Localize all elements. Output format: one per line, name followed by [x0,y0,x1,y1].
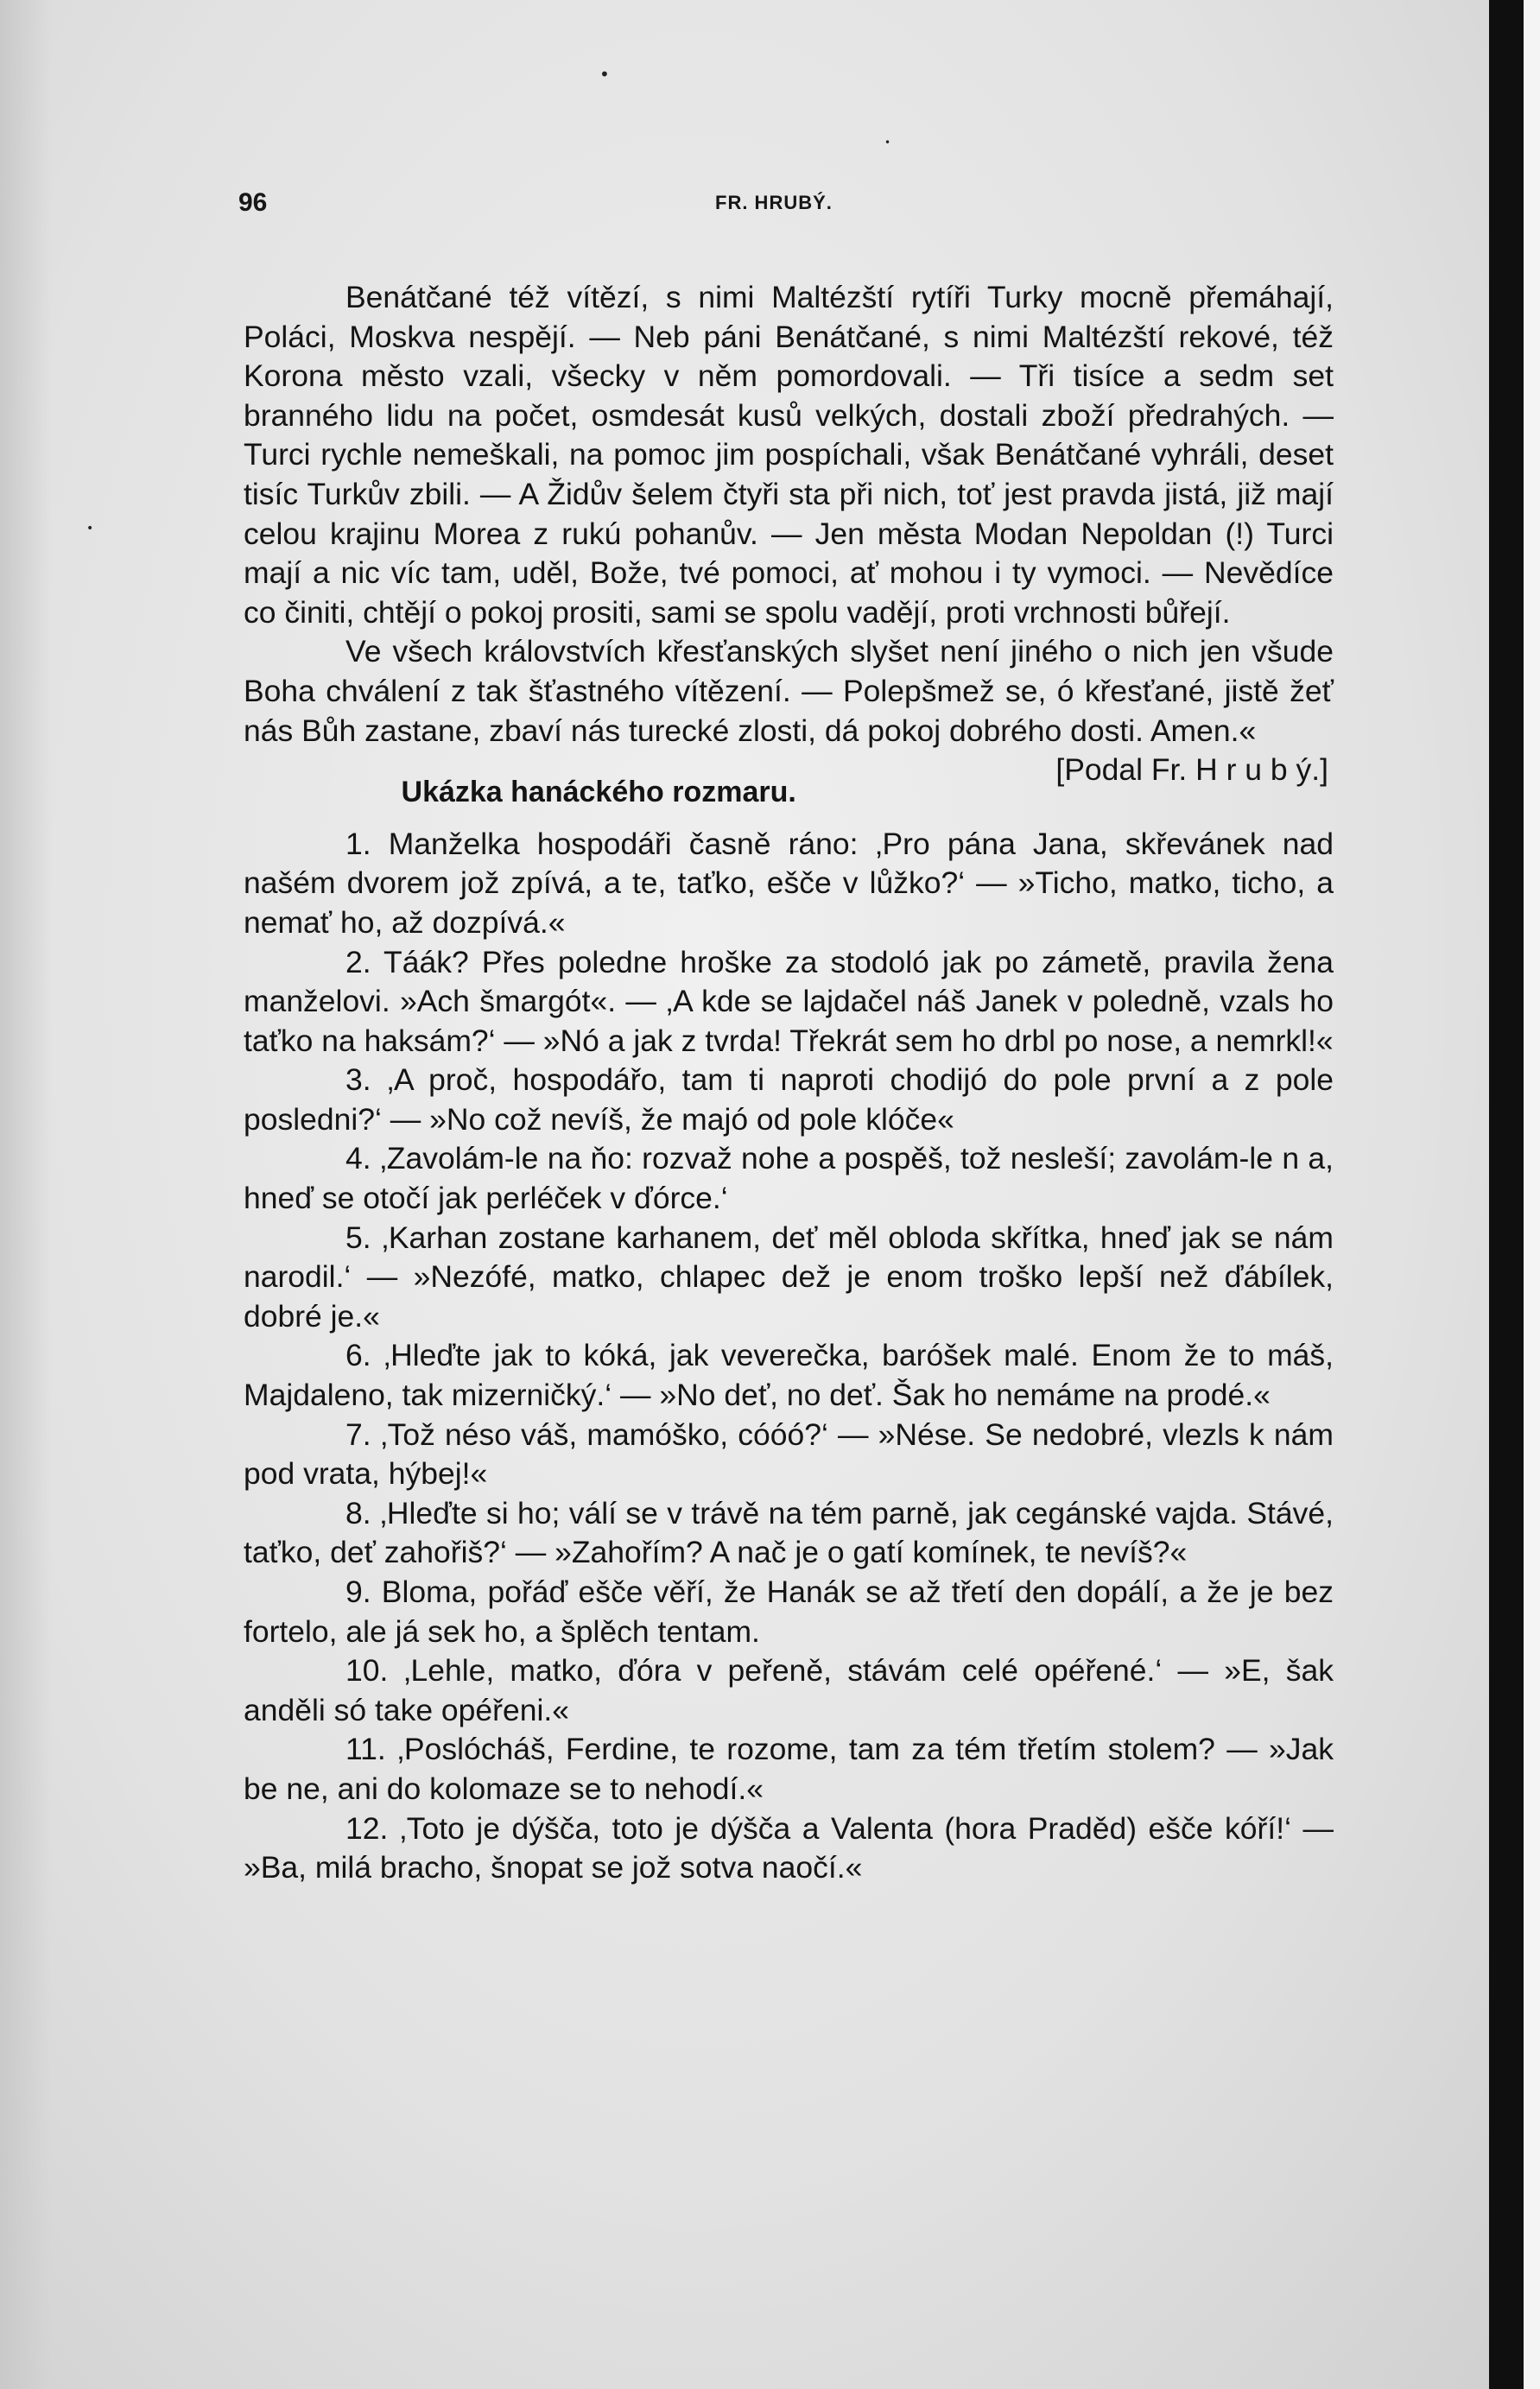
scan-edge-shadow [1489,0,1524,2389]
page-body [244,278,1334,1888]
list-item: 11. ‚Poslócháš, Ferdine, te rozome, tam za tém třetím stolem? — »Jak be ne, ani do kolomaze se to nehodí.« [244,1732,1334,1806]
page-number: 96 [238,188,268,217]
list-item: 1. Manželka hospodáři časně ráno: ‚Pro pána Jana, skřevánek nad našém dvorem jož zpívá, a te, taťko, ešče v lůžko?‘ — »Ticho, matko, ticho, a nemať ho, až dozpívá.« [244,826,1334,940]
page-header [238,188,1335,223]
list-item: 4. ‚Zavolám-le na ňo: rozvaž nohe a pospěš, tož nesleší; zavolám-le n a, hneď se otočí jak perléček v ďórce.‘ [244,1141,1334,1216]
paragraph-2 [244,632,1334,788]
ink-speck: • [884,136,891,149]
list-item: 10. ‚Lehle, matko, ďóra v peřeně, stávám celé opéřené.‘ — »E, šak anděli só take opéřeni.« [244,1653,1334,1727]
signature: [Podal Fr. H r u b ý.] [1055,752,1328,788]
section-title: Ukázka hanáckého rozmaru. [401,776,796,809]
ink-speck: • [86,522,94,535]
running-head: FR. HRUBÝ. [715,192,833,213]
list-item: 2. Táák? Přes poledne hroške za stodoló jak po zámetě, pravila žena manželovi. »Ach šmargót«. — ‚A kde se lajdačel náš Janek v poledně, vzals ho taťko na haksám?‘ — »Nó a jak z tvrda! Třekrát sem ho drbl po nose, a nemrkl!« [244,944,1334,1058]
list-item: 8. ‚Hleďte si ho; válí se v trávě na tém parně, jak cegánské vajda. Stávé, taťko, deť zahořiš?‘ — »Zahořím? A nač je o gatí komínek, te nevíš?« [244,1495,1334,1570]
paragraph-1: Benátčané též vítězí, s nimi Maltézští rytíři Turky mocně přemáhají, Poláci, Moskva nespějí. — Neb páni Benátčané, s nimi Maltézští rekové, též Korona město vzali, všecky v něm pomordovali. — Tři tisíce a sedm set branného lidu na počet, osmdesát kusů velkých, dostali zboží předrahých. — Turci rychle nemeškali, na pomoc jim pospíchali, však Benátčané vyhráli, deset tisíc Turkův zbili. — A Židův šelem čtyři sta při nich, toť jest pravda jistá, již mají celou krajinu Morea z rukú pohanův. — Jen města Modan Nepoldan (!) Turci mají a nic víc tam, uděl, Bože, tvé pomoci, ať mohou i ty vymoci. — Nevědíce co činiti, chtějí o pokoj prositi, sami se spolu vadějí, proti vrchnosti bůřejí. [244,280,1334,630]
list-item: 9. Bloma, pořáď ešče věří, že Hanák se až třetí den dopálí, a že je bez fortelo, ale já sek ho, a šplěch tentam. [244,1575,1334,1649]
list-item: 6. ‚Hleďte jak to kóká, jak veverečka, baróšek malé. Enom že to máš, Majdaleno, tak mizerničký.‘ — »No deť, no deť. Šak ho nemáme na prodé.« [244,1338,1334,1413]
scan-margin [1524,0,1540,2389]
list-item: 5. ‚Karhan zostane karhanem, deť měl obloda skřítka, hneď jak se nám narodil.‘ — »Nezófé, matko, chlapec dež je enom troško lepší než ďábílek, dobré je.« [244,1220,1334,1334]
ink-speck: • [599,64,610,85]
list-item: 12. ‚Toto je dýšča, toto je dýšča a Valenta (hora Praděd) ešče kóří!‘ — »Ba, milá bracho, šnopat se jož sotva naočí.« [244,1810,1334,1885]
paragraph-2-text: Ve všech královstvích křesťanských slyšet není jiného o nich jen všude Boha chválení z tak šťastného vítězení. — Polepšmež se, ó křesťané, jistě žeť nás Bůh zastane, zbaví nás turecké zlosti, dá pokoj dobrého dosti. Amen.« [244,634,1334,748]
list-item: 7. ‚Tož néso váš, mamóško, cóóó?‘ — »Nése. Se nedobré, vlezls k nám pod vrata, hýbej!« [244,1416,1334,1492]
list-item: 3. ‚A proč, hospodářo, tam ti naproti chodijó do pole první a z pole posledni?‘ — »No což nevíš, že majó od pole klóče« [244,1062,1334,1137]
